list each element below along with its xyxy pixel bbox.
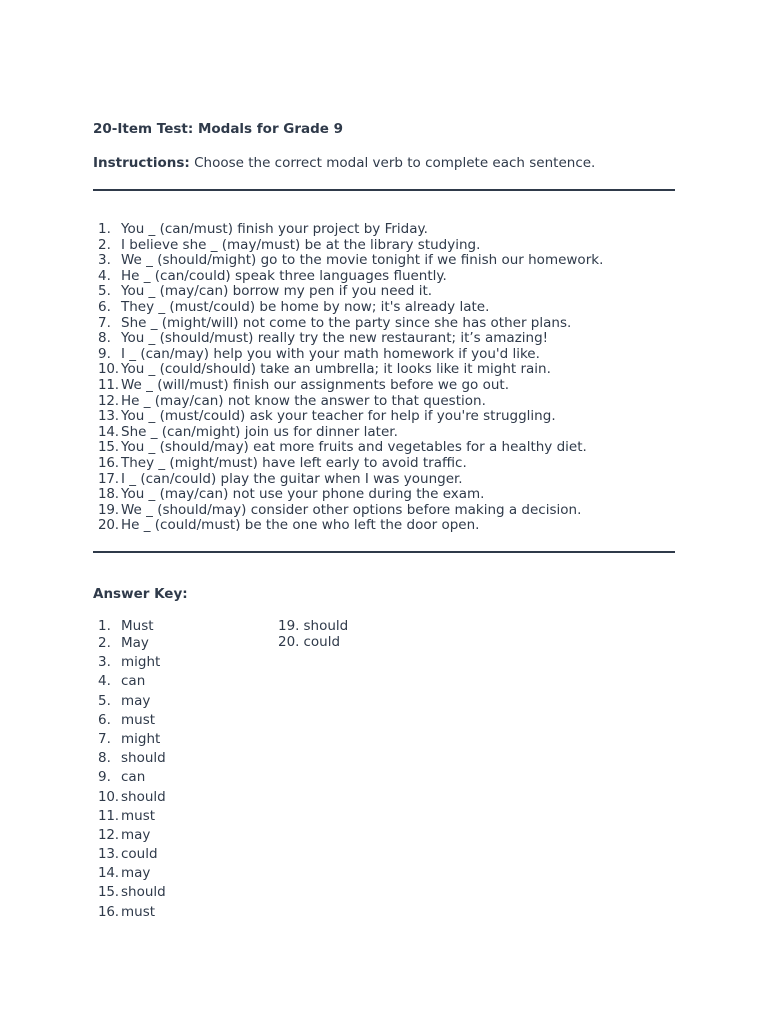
answer-list-right: [273, 618, 348, 650]
answer-key-title: Answer Key:: [93, 586, 188, 602]
answer-text: should: [121, 788, 166, 805]
answer-item: [93, 653, 166, 672]
question-text: They _ (must/could) be home by now; it's already late.: [121, 298, 490, 315]
question-number: 9.: [98, 345, 111, 362]
question-text: We _ (should/might) go to the movie tonight if we finish our homework.: [121, 252, 604, 269]
question-item: [93, 503, 603, 519]
answer-text: could: [303, 634, 341, 650]
answer-number: 9.: [98, 769, 111, 786]
answer-text: May: [121, 635, 149, 651]
question-item: [93, 222, 603, 238]
answer-item: [93, 883, 166, 902]
question-number: 8.: [98, 330, 111, 347]
answer-number: 16.: [98, 903, 119, 920]
instructions-text: Choose the correct modal verb to complete each sentence.: [189, 155, 596, 171]
answer-number: 14.: [98, 865, 119, 882]
question-item: [93, 362, 603, 378]
question-text: You _ (could/should) take an umbrella; it looks like it might rain.: [121, 361, 551, 378]
question-text: I believe she _ (may/must) be at the library studying.: [121, 236, 481, 253]
question-item: [93, 456, 603, 472]
question-text: They _ (might/must) have left early to avoid traffic.: [121, 454, 467, 471]
answer-item: [273, 634, 348, 650]
answer-number: 15.: [98, 884, 119, 901]
answer-text: may: [121, 692, 151, 709]
question-text: You _ (may/can) not use your phone during the exam.: [121, 486, 485, 503]
question-text: He _ (can/could) speak three languages fluently.: [121, 267, 447, 284]
question-number: 11.: [98, 376, 119, 393]
answer-text: may: [121, 865, 151, 882]
answer-text: should: [121, 884, 166, 901]
answer-number: 11.: [98, 807, 119, 824]
question-number: 13.: [98, 408, 119, 425]
question-number: 14.: [98, 423, 119, 440]
question-text: He _ (could/must) be the one who left the door open.: [121, 517, 480, 534]
question-text: You _ (should/must) really try the new restaurant; it’s amazing!: [121, 330, 549, 347]
question-item: [93, 425, 603, 441]
answer-text: must: [121, 807, 156, 824]
question-item: [93, 394, 603, 410]
question-number: 3.: [98, 252, 111, 269]
question-number: 19.: [98, 501, 119, 518]
question-number: 20.: [98, 517, 119, 534]
answer-number: 1.: [98, 618, 111, 634]
answer-text: might: [121, 654, 161, 671]
answer-item: [93, 768, 166, 787]
question-number: 2.: [98, 236, 111, 253]
answer-item: [93, 692, 166, 711]
question-item: [93, 472, 603, 488]
question-number: 17.: [98, 470, 119, 487]
answer-item: [93, 730, 166, 749]
answer-item: [93, 845, 166, 864]
question-item: [93, 378, 603, 394]
answer-number: 8.: [98, 750, 111, 767]
question-item: [93, 284, 603, 300]
answer-number: 5.: [98, 692, 111, 709]
question-list: [93, 222, 603, 534]
answer-number: 10.: [98, 788, 119, 805]
answer-number: 19.: [278, 618, 300, 634]
answer-item: [93, 618, 166, 634]
answer-number: 6.: [98, 711, 111, 728]
question-text: You _ (can/must) finish your project by Friday.: [121, 221, 428, 237]
question-text: You _ (must/could) ask your teacher for help if you're struggling.: [121, 408, 556, 425]
question-item: [93, 518, 603, 534]
answer-number: 13.: [98, 846, 119, 863]
question-number: 10.: [98, 361, 119, 378]
answer-item: [93, 864, 166, 883]
question-number: 1.: [98, 221, 111, 237]
question-text: You _ (should/may) eat more fruits and vegetables for a healthy diet.: [121, 439, 587, 456]
answer-item: [93, 903, 166, 922]
answer-text: should: [303, 618, 349, 634]
answer-item: [93, 826, 166, 845]
question-item: [93, 440, 603, 456]
question-item: [93, 238, 603, 254]
answer-item: [93, 711, 166, 730]
answer-item: [93, 634, 166, 653]
answer-item: [273, 618, 348, 634]
answer-text: can: [121, 769, 146, 786]
answer-number: 12.: [98, 826, 119, 843]
question-item: [93, 331, 603, 347]
question-item: [93, 269, 603, 285]
instructions: [93, 155, 595, 171]
question-number: 5.: [98, 283, 111, 300]
divider-bottom: [93, 551, 675, 553]
question-text: I _ (can/may) help you with your math homework if you'd like.: [121, 345, 540, 362]
answer-text: must: [121, 711, 156, 728]
question-number: 4.: [98, 267, 111, 284]
question-text: We _ (should/may) consider other options before making a decision.: [121, 501, 582, 518]
question-number: 12.: [98, 392, 119, 409]
answer-number: 20.: [278, 634, 300, 650]
question-number: 6.: [98, 298, 111, 315]
answer-text: should: [121, 750, 166, 767]
answer-text: Must: [121, 618, 154, 634]
question-number: 7.: [98, 314, 111, 331]
question-text: She _ (can/might) join us for dinner later.: [121, 423, 398, 440]
answer-item: [93, 807, 166, 826]
answer-number: 2.: [98, 635, 111, 651]
question-number: 15.: [98, 439, 119, 456]
question-item: [93, 253, 603, 269]
question-item: [93, 487, 603, 503]
answer-number: 7.: [98, 730, 111, 747]
answer-item: [93, 749, 166, 768]
divider-top: [93, 189, 675, 191]
question-item: [93, 316, 603, 332]
instructions-label: Instructions:: [93, 155, 190, 171]
answer-text: can: [121, 673, 146, 690]
question-number: 16.: [98, 454, 119, 471]
answer-text: may: [121, 826, 151, 843]
question-item: [93, 347, 603, 363]
question-item: [93, 409, 603, 425]
question-item: [93, 300, 603, 316]
question-text: You _ (may/can) borrow my pen if you need it.: [121, 283, 433, 300]
answer-number: 3.: [98, 654, 111, 671]
question-text: He _ (may/can) not know the answer to that question.: [121, 392, 486, 409]
answer-number: 4.: [98, 673, 111, 690]
question-text: We _ (will/must) finish our assignments before we go out.: [121, 376, 509, 393]
document-title: 20-Item Test: Modals for Grade 9: [93, 121, 344, 137]
answer-text: must: [121, 903, 156, 920]
answer-text: could: [121, 846, 158, 863]
answer-item: [93, 788, 166, 807]
answer-item: [93, 672, 166, 691]
answer-text: might: [121, 730, 161, 747]
question-text: She _ (might/will) not come to the party since she has other plans.: [121, 314, 572, 331]
question-number: 18.: [98, 486, 119, 503]
question-text: I _ (can/could) play the guitar when I was younger.: [121, 470, 463, 487]
answer-list-left: [93, 618, 166, 922]
